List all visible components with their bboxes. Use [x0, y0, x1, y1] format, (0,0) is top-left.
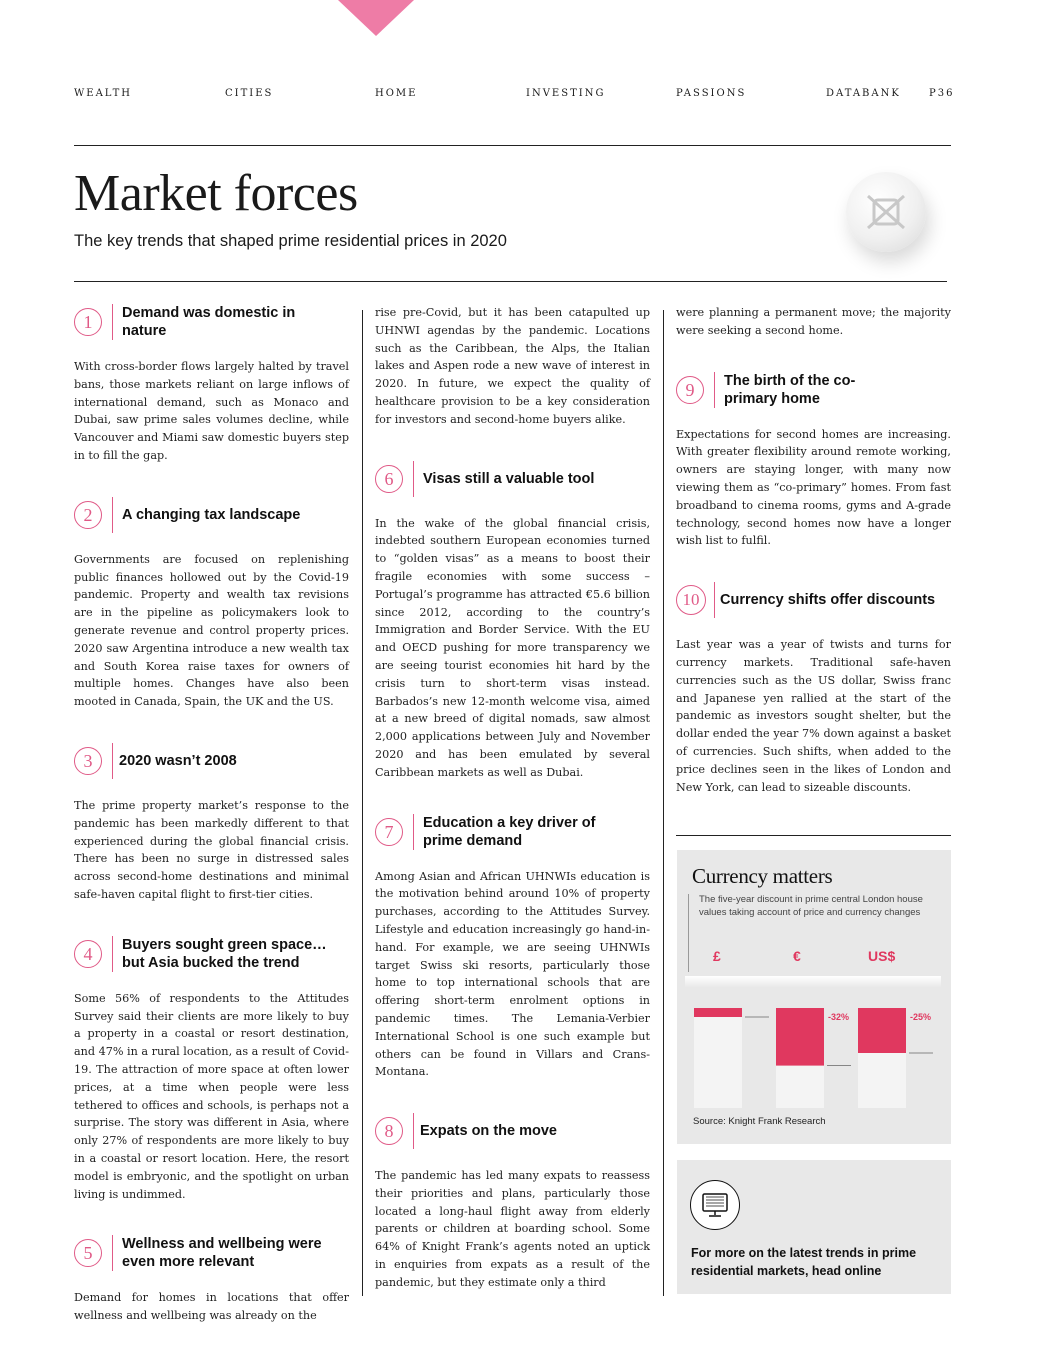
section-title: Demand was domestic in nature — [122, 305, 296, 339]
section-body: Last year was a year of twists and turns for currency markets. Traditional safe-haven currencies such as the US dollar, Swiss franc and Japanese yen rallied at the start of the pandemic as investors sought shelter, but the dollar ended the year 7% down against a basket of currencies. Such shifts, when added to the price declines seen in the likes of London and New York, can lead to sizeable discounts. — [676, 638, 951, 794]
category-label-usd: US$ — [868, 948, 896, 964]
page-subtitle: The key trends that shaped prime residential prices in 2020 — [74, 232, 507, 250]
section-number: 2 — [74, 501, 102, 529]
section-number: 6 — [375, 465, 403, 493]
section-body: Demand for homes in locations that offer wellness and wellbeing was already on the — [74, 1291, 349, 1323]
section-title: Currency shifts offer discounts — [720, 592, 936, 609]
bar-2 — [858, 1008, 906, 1053]
nav-wealth[interactable]: WEALTH — [74, 88, 133, 99]
subtitle-rule — [74, 281, 947, 282]
section-number: 10 — [676, 585, 706, 615]
bar-0 — [694, 1008, 742, 1017]
chart-subtitle: The five-year discount in prime central London house values taking account of price and currency changes — [699, 894, 923, 918]
bar-value-label: -25% — [910, 1012, 932, 1022]
section-2 — [74, 497, 349, 711]
online-callout-text: For more on the latest trends in prime residential markets, head online — [691, 1246, 917, 1278]
section-title: Buyers sought green space… but Asia bucked the trend — [122, 936, 327, 971]
section-number: 5 — [74, 1239, 102, 1267]
section-body: Governments are focused on replenishing public finances hollowed out by the Covid-19 pandemic. Property and wealth tax revisions are in the pipeline as policymakers look to generate revenue and control property prices. 2020 saw Argentina introduce a new wealth tax and South Korea raise taxes for owners of multiple homes. Changes have also been mooted in Canada, Spain, the UK and the US. — [74, 552, 349, 709]
section-title: Visas still a valuable tool — [423, 470, 595, 487]
section-title: Education a key driver of prime demand — [423, 814, 596, 849]
section-body: Expectations for second homes are increasing. With greater flexibility around remote working, owners are staying longer, with many now viewing them as “co-primary” homes. From fast broadband to cinema rooms, gyms and A-grade technology, second homes now have a longer wish list to fulfil. — [676, 427, 951, 548]
section-title: 2020 wasn’t 2008 — [119, 752, 237, 769]
section-7 — [375, 814, 650, 1082]
column-divider-1 — [362, 310, 363, 1296]
section-number: 4 — [74, 940, 102, 968]
section-9 — [676, 372, 951, 551]
pink-triangle-marker — [338, 0, 414, 36]
section-number: 7 — [375, 818, 403, 846]
section-4 — [74, 936, 349, 1204]
nav-cities[interactable]: CITIES — [225, 88, 274, 99]
section-number: 8 — [375, 1117, 403, 1145]
column-3 — [676, 304, 951, 796]
section-number: 1 — [74, 308, 102, 336]
section-title: The birth of the co-primary home — [724, 372, 856, 407]
page-title: Market forces — [74, 165, 358, 222]
chart-source: Source: Knight Frank Research — [693, 1116, 826, 1127]
category-label-eur: € — [793, 948, 801, 964]
section-body: With cross-border flows largely halted by travel bans, those markets reliant on large inflows of international demand, such as Monaco and Dubai, saw prime sales volumes decline, while Vancouver and Miami saw domestic buyers step in to fill the gap. — [74, 360, 349, 462]
currency-bar-chart — [685, 976, 943, 1112]
section-body: The prime property market’s response to the pandemic has been markedly different to that experienced during the global financial crisis. There has been no surge in distressed sales across second-home destinations and minimal safe-haven capital flight to first-tier cities. — [74, 798, 349, 901]
page-number: P36 — [929, 88, 955, 99]
section-8-continued: were planning a permanent move; the majority were seeking a second home. — [676, 306, 951, 337]
section-body: The pandemic has led many expats to reassess their priorities and plans, particularly those located a long-haul flight away from elderly parents or children at boarding school. Some 64% of Knight Frank’s agents noted an uptick in enquiries from expats as a result of the pandemic, but they estimate only a third — [375, 1169, 650, 1289]
nav-home[interactable]: HOME — [375, 88, 418, 99]
currency-chart-panel — [677, 850, 951, 1144]
monitor-icon — [690, 1180, 740, 1230]
section-6 — [375, 461, 650, 782]
bar-1 — [776, 1008, 824, 1066]
section-number: 9 — [676, 376, 704, 404]
column-2 — [375, 304, 650, 1292]
nav-databank[interactable]: DATABANK — [826, 88, 901, 99]
section-title: Wellness and wellbeing were even more relevant — [122, 1236, 322, 1271]
section-body: Some 56% of respondents to the Attitudes Survey said their clients are more likely to buy a property in a coastal or resort destination, and 47% in a rural location, as a result of Covid-19. The attraction of more space at often lower prices, at a time when people were less tethered to offices and schools, is perhaps not a surprise. The story was different in Asia, where only 27% of respondents are more likely to buy in a coastal or resort location. Here, the resort model is embryonic, and the spotlight on urban living is undimmed. — [74, 991, 349, 1201]
nav-investing[interactable]: INVESTING — [526, 88, 606, 99]
chart-subtitle-rule — [688, 894, 689, 972]
column-1 — [74, 304, 349, 1325]
section-1 — [74, 304, 349, 465]
section-8 — [375, 1113, 650, 1292]
bar-column-bg — [694, 1008, 742, 1108]
brand-seal-logo — [846, 172, 926, 252]
bar-value-label: -32% — [828, 1012, 850, 1022]
section-5 — [74, 1235, 349, 1325]
chart-top-fade — [685, 976, 941, 988]
section-title: A changing tax landscape — [122, 506, 301, 523]
chart-title: Currency matters — [692, 864, 833, 888]
nav-passions[interactable]: PASSIONS — [676, 88, 747, 99]
section-body: In the wake of the global financial crisis, indebted southern European economies turned to “golden visas” as a means to boost their fragile economies with some success – Portugal’s programme has attracted €5.6 billion since 2012, according to the country’s Immigration and Border Service. With the EU and OECD pushing for more transparency we are seeing tourist economies hit hard by the crisis turn to short-term visas instead. Barbados’s new 12-month welcome visa, aimed at a new breed of digital nomads, saw almost 2,000 applications between July and November 2020 and has been emulated by several Caribbean markets as well as Dubai. — [375, 516, 650, 779]
section-body: Among Asian and African UHNWIs education is the motivation behind around 10% of property purchases, according to the Attitudes Survey. Lifestyle and education increasingly go hand-in-hand. For example, we are seeing UHNWIs target Swiss ski resorts, particularly those home to top international schools that are offering short-term enrolment options in pandemic times. The Lemania-Verbier International School is one such example but others can be found in Villars and Crans-Montana. — [375, 869, 650, 1079]
column-divider-2 — [663, 310, 664, 1296]
header-rule — [74, 145, 951, 146]
section-10 — [676, 582, 951, 796]
section-title: Expats on the move — [420, 1123, 557, 1140]
section-3 — [74, 743, 349, 904]
section-number: 3 — [74, 747, 102, 775]
online-callout[interactable] — [677, 1160, 951, 1294]
sidebar-rule — [676, 835, 951, 836]
section-5-continued: rise pre-Covid, but it has been catapulted up UHNWI agendas by the pandemic. Locations such as the Caribbean, the Alps, the Italian lakes and Aspen rode a new wave of interest in 2020. In future, we expect the quality of healthcare provision to be a key consideration for investors and second-home buyers alike. — [375, 306, 650, 426]
category-label-gbp: £ — [713, 948, 721, 964]
